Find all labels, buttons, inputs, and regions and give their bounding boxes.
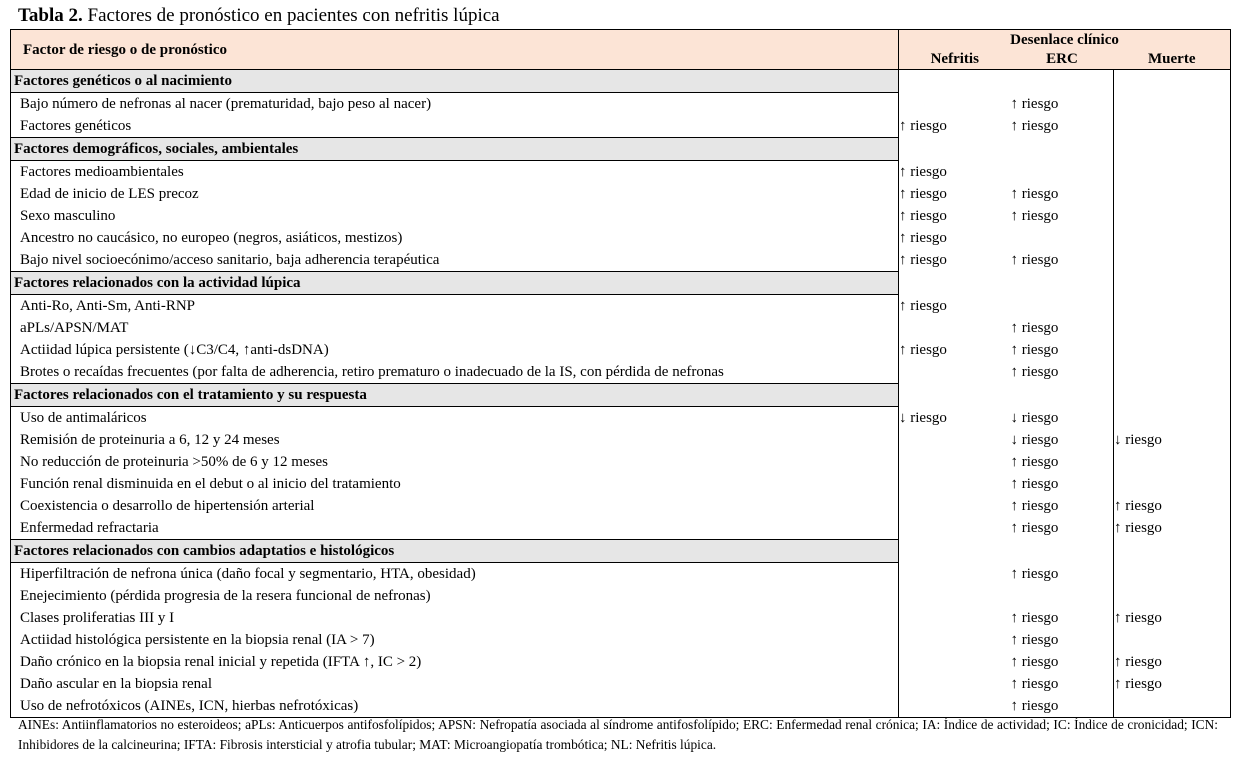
factor-label: Uso de nefrotóxicos (AINEs, ICN, hierbas nefrotóxicas) <box>11 695 899 718</box>
table-row <box>11 629 1231 651</box>
erc-cell <box>1011 540 1114 563</box>
muerte-cell <box>1114 451 1231 473</box>
erc-cell: ↑ riesgo <box>1011 93 1114 116</box>
factor-label: Coexistencia o desarrollo de hipertensión arterial <box>11 495 899 517</box>
muerte-cell <box>1114 161 1231 184</box>
erc-cell: ↑ riesgo <box>1011 517 1114 540</box>
muerte-cell <box>1114 70 1231 93</box>
table-row <box>11 607 1231 629</box>
section-row <box>11 138 1231 161</box>
muerte-cell <box>1114 473 1231 495</box>
factor-label: Enejecimiento (pérdida progresia de la resera funcional de nefronas) <box>11 585 899 607</box>
muerte-cell <box>1114 295 1231 318</box>
table-row <box>11 115 1231 138</box>
nefritis-cell: ↑ riesgo <box>899 297 947 314</box>
muerte-cell <box>1114 629 1231 651</box>
muerte-cell <box>1114 407 1231 430</box>
muerte-cell <box>1114 540 1231 563</box>
table-body <box>11 70 1231 718</box>
erc-cell: ↑ riesgo <box>1011 607 1114 629</box>
muerte-cell <box>1114 317 1231 339</box>
nefritis-cell <box>899 673 1011 695</box>
erc-cell: ↑ riesgo <box>1011 563 1114 586</box>
table-row <box>11 473 1231 495</box>
nefritis-cell <box>899 495 1011 517</box>
factor-label: Daño crónico en la biopsia renal inicial y repetida (IFTA ↑, IC > 2) <box>11 651 899 673</box>
muerte-cell <box>1114 585 1231 607</box>
table-row <box>11 407 1231 430</box>
muerte-cell: ↓ riesgo <box>1114 429 1231 451</box>
nefritis-cell <box>899 317 1011 339</box>
erc-cell: ↑ riesgo <box>1011 361 1114 384</box>
erc-cell <box>1011 384 1114 407</box>
section-row <box>11 272 1231 295</box>
section-row <box>11 540 1231 563</box>
muerte-cell <box>1114 339 1231 361</box>
section-label: Factores demográficos, sociales, ambientales <box>11 138 899 161</box>
section-label: Factores relacionados con el tratamiento y su respuesta <box>11 384 899 407</box>
section-label: Factores genéticos o al nacimiento <box>11 70 899 93</box>
muerte-cell: ↑ riesgo <box>1114 607 1231 629</box>
nefritis-cell <box>899 93 1011 116</box>
factor-label: No reducción de proteinuria >50% de 6 y 12 meses <box>11 451 899 473</box>
factor-label: aPLs/APSN/MAT <box>11 317 899 339</box>
erc-cell: ↑ riesgo <box>1011 183 1114 205</box>
col-nefritis: Nefritis <box>899 50 1011 70</box>
erc-cell: ↑ riesgo <box>1011 651 1114 673</box>
table-row <box>11 651 1231 673</box>
factor-label: Anti-Ro, Anti-Sm, Anti-RNP <box>11 295 899 318</box>
table-row <box>11 249 1231 272</box>
nefritis-cell <box>899 540 1011 563</box>
factor-label: Actiidad lúpica persistente (↓C3/C4, ↑anti-dsDNA) <box>11 339 899 361</box>
erc-cell: ↑ riesgo <box>1011 339 1114 361</box>
nefritis-cell <box>899 585 1011 607</box>
muerte-cell: ↑ riesgo <box>1114 517 1231 540</box>
nefritis-cell <box>899 517 1011 540</box>
factor-label: Ancestro no caucásico, no europeo (negros, asiáticos, mestizos) <box>11 227 899 249</box>
table-row <box>11 429 1231 451</box>
table-row <box>11 451 1231 473</box>
nefritis-cell <box>899 563 1011 586</box>
muerte-cell <box>1114 361 1231 384</box>
erc-cell: ↑ riesgo <box>1011 451 1114 473</box>
muerte-cell <box>1114 138 1231 161</box>
nefritis-cell: ↑ riesgo <box>899 230 947 246</box>
erc-cell: ↑ riesgo <box>1011 695 1114 718</box>
table-row <box>11 227 1231 249</box>
factor-label: Factores genéticos <box>11 115 899 138</box>
nefritis-cell <box>899 138 1011 161</box>
table-row <box>11 339 1231 361</box>
erc-cell <box>1011 70 1114 93</box>
table-row <box>11 205 1231 227</box>
factor-label: Clases proliferatias III y I <box>11 607 899 629</box>
factor-header: Factor de riesgo o de pronóstico <box>11 30 899 70</box>
erc-cell: ↓ riesgo <box>1011 429 1114 451</box>
factor-label: Enfermedad refractaria <box>11 517 899 540</box>
nefritis-cell <box>899 272 1011 295</box>
erc-cell <box>1011 272 1114 295</box>
factor-label: Edad de inicio de LES precoz <box>11 183 899 205</box>
erc-cell <box>1011 161 1114 184</box>
muerte-cell <box>1114 183 1231 205</box>
erc-cell <box>1011 138 1114 161</box>
erc-cell: ↑ riesgo <box>1011 673 1114 695</box>
erc-cell: ↑ riesgo <box>1011 249 1114 272</box>
muerte-cell: ↑ riesgo <box>1114 495 1231 517</box>
factor-label: Uso de antimaláricos <box>11 407 899 430</box>
footnote: AINEs: Antiinflamatorios no esteroideos; aPLs: Anticuerpos antifosfolípidos; APSN: Nefropatía asociada al síndrome antifosfolípido; ERC: Enfermedad renal crónica; IA: Índice de actividad; IC: Índice de cronicidad; ICN: Inhibidores de la calcineurina; IFTA: Fibrosis intersticial y atrofia tubular; MAT: Microangiopatía trombótica; NL: Nefritis lúpica. <box>18 717 1218 752</box>
table-row <box>11 295 1231 318</box>
muerte-cell: ↑ riesgo <box>1114 673 1231 695</box>
nefritis-cell: ↑ riesgo <box>899 208 947 224</box>
erc-cell <box>1011 295 1114 318</box>
muerte-cell <box>1114 93 1231 116</box>
factor-label: Daño ascular en la biopsia renal <box>11 673 899 695</box>
section-label: Factores relacionados con cambios adaptatios e histológicos <box>11 540 899 563</box>
factor-label: Actiidad histológica persistente en la biopsia renal (IA > 7) <box>11 629 899 651</box>
muerte-cell <box>1114 272 1231 295</box>
nefritis-cell <box>899 607 1011 629</box>
col-erc: ERC <box>1011 50 1114 70</box>
factor-label: Bajo nivel socioecónimo/acceso sanitario, baja adherencia terapéutica <box>11 249 899 272</box>
muerte-cell: ↑ riesgo <box>1114 651 1231 673</box>
factor-label: Sexo masculino <box>11 205 899 227</box>
nefritis-cell <box>899 429 1011 451</box>
erc-cell: ↑ riesgo <box>1011 495 1114 517</box>
nefritis-cell <box>899 629 1011 651</box>
factor-label: Remisión de proteinuria a 6, 12 y 24 meses <box>11 429 899 451</box>
section-row <box>11 70 1231 93</box>
table-row <box>11 93 1231 116</box>
col-muerte: Muerte <box>1114 50 1231 70</box>
muerte-cell <box>1114 384 1231 407</box>
factor-label: Función renal disminuida en el debut o al inicio del tratamiento <box>11 473 899 495</box>
muerte-cell <box>1114 115 1231 138</box>
factor-label: Factores medioambientales <box>11 161 899 184</box>
nefritis-cell: ↑ riesgo <box>899 252 947 269</box>
muerte-cell <box>1114 227 1231 249</box>
nefritis-cell <box>899 451 1011 473</box>
prognosis-table <box>10 29 1231 718</box>
muerte-cell <box>1114 563 1231 586</box>
erc-cell: ↑ riesgo <box>1011 473 1114 495</box>
nefritis-cell <box>899 361 1011 384</box>
table-row <box>11 585 1231 607</box>
nefritis-cell: ↑ riesgo <box>899 163 947 180</box>
table-caption: Factores de pronóstico en pacientes con nefritis lúpica <box>87 5 500 26</box>
nefritis-cell <box>899 70 1011 93</box>
erc-cell: ↑ riesgo <box>1011 115 1114 138</box>
table-row <box>11 563 1231 586</box>
section-row <box>11 384 1231 407</box>
factor-label: Bajo número de nefronas al nacer (prematuridad, bajo peso al nacer) <box>11 93 899 116</box>
nefritis-cell: ↑ riesgo <box>899 342 947 358</box>
nefritis-cell <box>899 473 1011 495</box>
table-number: Tabla 2. <box>18 5 83 26</box>
table-row <box>11 161 1231 184</box>
muerte-cell <box>1114 249 1231 272</box>
table-row <box>11 673 1231 695</box>
erc-cell: ↑ riesgo <box>1011 629 1114 651</box>
table-row <box>11 361 1231 384</box>
nefritis-cell: ↓ riesgo <box>899 409 947 426</box>
erc-cell <box>1011 227 1114 249</box>
table-row <box>11 517 1231 540</box>
factor-label: Hiperfiltración de nefrona única (daño focal y segmentario, HTA, obesidad) <box>11 563 899 586</box>
erc-cell: ↑ riesgo <box>1011 205 1114 227</box>
table-row <box>11 495 1231 517</box>
table-row <box>11 317 1231 339</box>
erc-cell <box>1011 585 1114 607</box>
muerte-cell <box>1114 205 1231 227</box>
nefritis-cell <box>899 651 1011 673</box>
table-title <box>18 4 500 28</box>
header-row <box>11 30 1231 51</box>
nefritis-cell <box>899 384 1011 407</box>
erc-cell: ↑ riesgo <box>1011 317 1114 339</box>
factor-label: Brotes o recaídas frecuentes (por falta de adherencia, retiro prematuro o inadecuado de la IS, con pérdida de nefronas <box>11 361 899 384</box>
nefritis-cell: ↑ riesgo <box>899 118 947 135</box>
erc-cell: ↓ riesgo <box>1011 407 1114 430</box>
section-label: Factores relacionados con la actividad lúpica <box>11 272 899 295</box>
nefritis-cell: ↑ riesgo <box>899 186 947 202</box>
table-row <box>11 183 1231 205</box>
outcome-header: Desenlace clínico <box>899 30 1231 51</box>
